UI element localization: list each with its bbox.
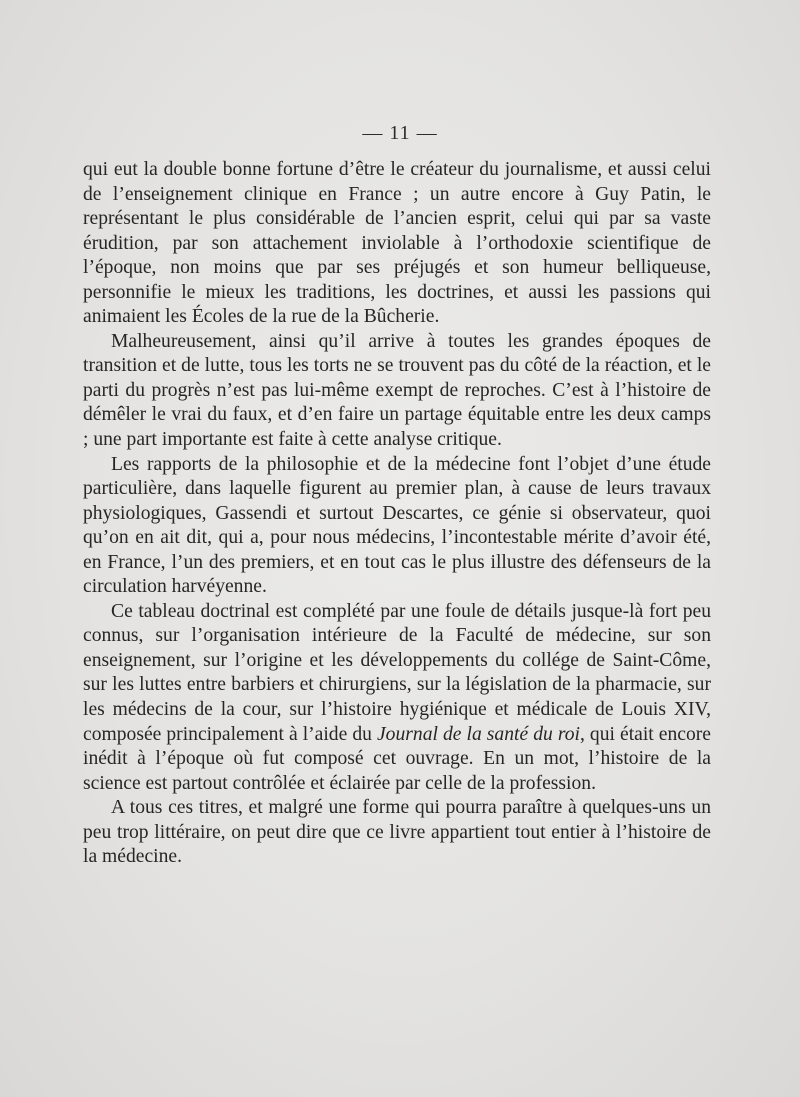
paragraph-1: qui eut la double bonne fortune d’être le créateur du journalisme, et aussi celui de l’enseignement clinique en France ; un autre encore à Guy Patin, le représentant le plus considérable de l’ancien esprit, celui qui par sa vaste érudition, par son attachement inviolable à l’orthodoxie scientifique de l’époque, non moins que par ses préjugés et son humeur belliqueuse, personnifie le mieux les traditions, les doctrines, et aussi les passions qui animaient les Écoles de la rue de la Bûcherie. xyxy=(83,159,711,328)
paragraph-4-start: Ce tableau doctrinal est complété par une foule de détails jusque-là fort peu connus, sur l’organisation intérieure de la Faculté de médecine, sur son enseignement, sur l’origine et les développements du collége de Saint-Côme, sur les luttes entre barbiers et chirurgiens, sur la législation de la pharmacie, sur les médecins de la cour, sur l’histoire hygiénique et médicale de Louis XIV, composée principalement à l’aide du xyxy=(83,600,711,745)
paragraph-4 xyxy=(83,600,711,796)
journal-title: Journal de la santé du roi xyxy=(376,723,580,745)
body-text xyxy=(83,158,711,870)
paragraph-3: Les rapports de la philosophie et de la médecine font l’objet d’une étude particulière, dans laquelle figurent au premier plan, à cause de leurs travaux physiologiques, Gassendi et surtout Descartes, ce génie si observateur, quoi qu’on en ait dit, qui a, pour nous médecins, l’incontestable mérite d’avoir été, en France, l’un des premiers, et en tout cas le plus illustre des défenseurs de la circulation harvéyenne. xyxy=(83,453,711,598)
paragraph-5: A tous ces titres, et malgré une forme qui pourra paraître à quelques-uns un peu trop littéraire, on peut dire que ce livre appartient tout entier à l’histoire de la médecine. xyxy=(83,797,711,868)
paragraph-2: Malheureusement, ainsi qu’il arrive à toutes les grandes époques de transition et de lutte, tous les torts ne se trouvent pas du côté de la réaction, et le parti du progrès n’est pas lui-même exempt de reproches. C’est à l’histoire de démêler le vrai du faux, et d’en faire un partage équitable entre les deux camps ; une part importante est faite à cette analyse critique. xyxy=(83,330,711,451)
page-number: — 11 — xyxy=(362,122,438,144)
paragraph-4-end: , qui était encore inédit à l’époque où fut composé cet ouvrage. En un mot, l’histoire de la science est partout contrôlée et éclairée par celle de la profession. xyxy=(83,723,711,794)
